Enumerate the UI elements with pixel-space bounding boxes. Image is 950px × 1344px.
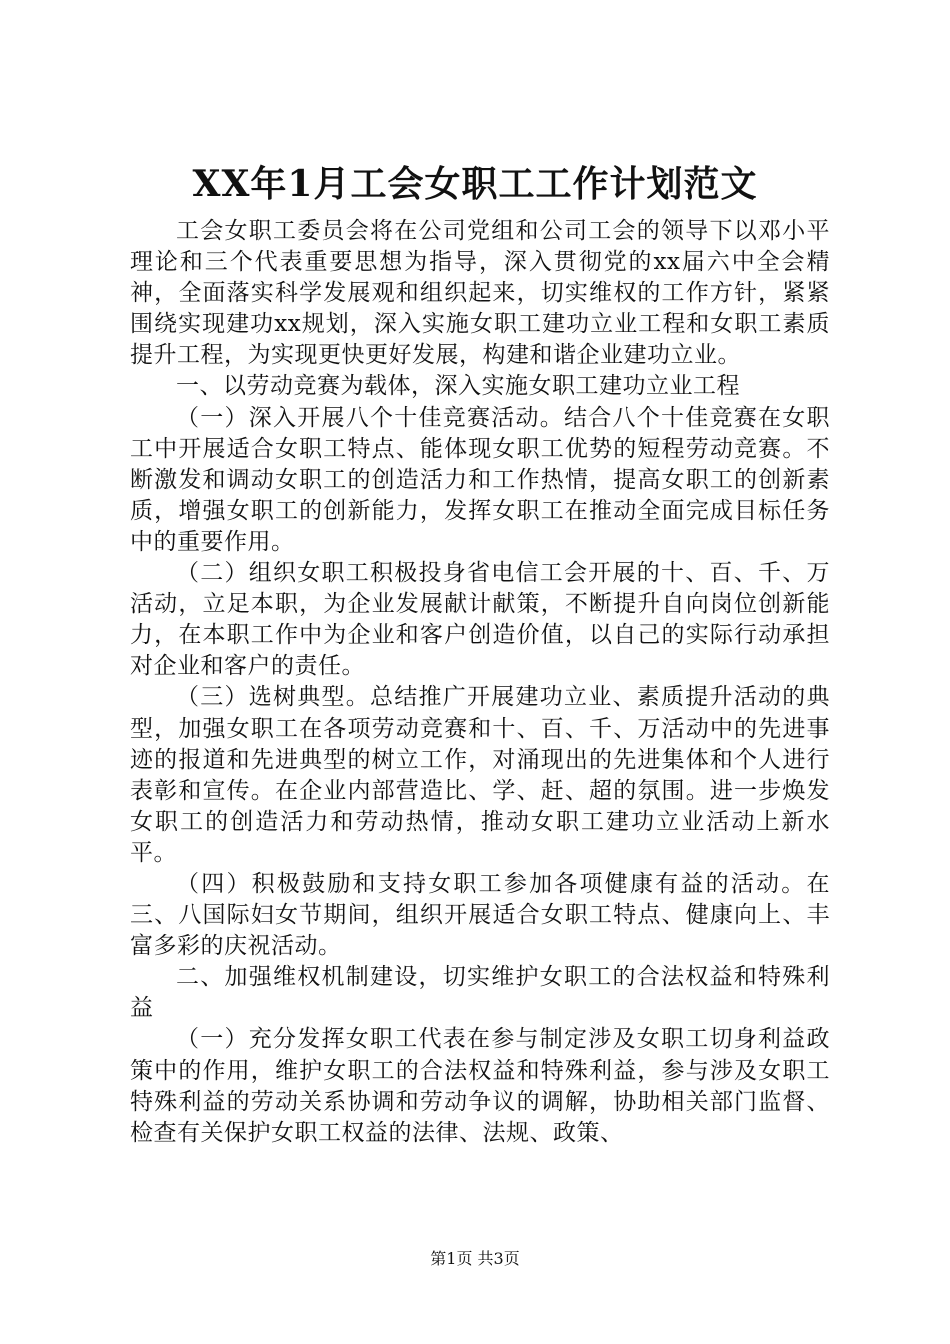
- paragraph-intro: 工会女职工委员会将在公司党组和公司工会的领导下以邓小平理论和三个代表重要思想为指导，深入贯彻党的xx届六中全会精神，全面落实科学发展观和组织起来，切实维权的工作方针，紧紧围绕实现建功xx规划，深入实施女职工建功立业工程和女职工素质提升工程，为实现更快更好发展，构建和谐企业建功立业。: [130, 218, 830, 369]
- section-heading-1: 一、以劳动竞赛为载体，深入实施女职工建功立业工程: [176, 373, 740, 400]
- document-title: XX年1月工会女职工工作计划范文: [192, 163, 758, 205]
- section-heading-2: 二、加强维权机制建设，切实维护女职工的合法权益和特殊利益: [130, 964, 830, 1022]
- paragraph-1-1: （一）深入开展八个十佳竞赛活动。结合八个十佳竞赛在女职工中开展适合女职工特点、能体现女职工优势的短程劳动竞赛。不断激发和调动女职工的创造活力和工作热情，提高女职工的创新素质，增强女职工的创新能力，发挥女职工在推动全面完成目标任务中的重要作用。: [130, 404, 830, 555]
- paragraph-1-3: （三）选树典型。总结推广开展建功立业、素质提升活动的典型，加强女职工在各项劳动竞赛和十、百、千、万活动中的先进事迹的报道和先进典型的树立工作，对涌现出的先进集体和个人进行表彰和宣传。在企业内部营造比、学、赶、超的氛围。进一步焕发女职工的创造活力和劳动热情，推动女职工建功立业活动上新水平。: [130, 684, 830, 866]
- paragraph-2-1: （一）充分发挥女职工代表在参与制定涉及女职工切身利益政策中的作用，维护女职工的合法权益和特殊利益，参与涉及女职工特殊利益的劳动关系协调和劳动争议的调解，协助相关部门监督、检查有关保护女职工权益的法律、法规、政策、: [130, 1026, 830, 1146]
- paragraph-1-2: （二）组织女职工积极投身省电信工会开展的十、百、千、万活动，立足本职，为企业发展献计献策，不断提升自向岗位创新能力，在本职工作中为企业和客户创造价值，以自己的实际行动承担对企业和客户的责任。: [130, 560, 830, 680]
- page-footer: 第1页 共3页: [430, 1249, 520, 1268]
- paragraph-1-4: （四）积极鼓励和支持女职工参加各项健康有益的活动。在三、八国际妇女节期间，组织开展适合女职工特点、健康向上、丰富多彩的庆祝活动。: [130, 870, 830, 960]
- document-body: [130, 216, 830, 1149]
